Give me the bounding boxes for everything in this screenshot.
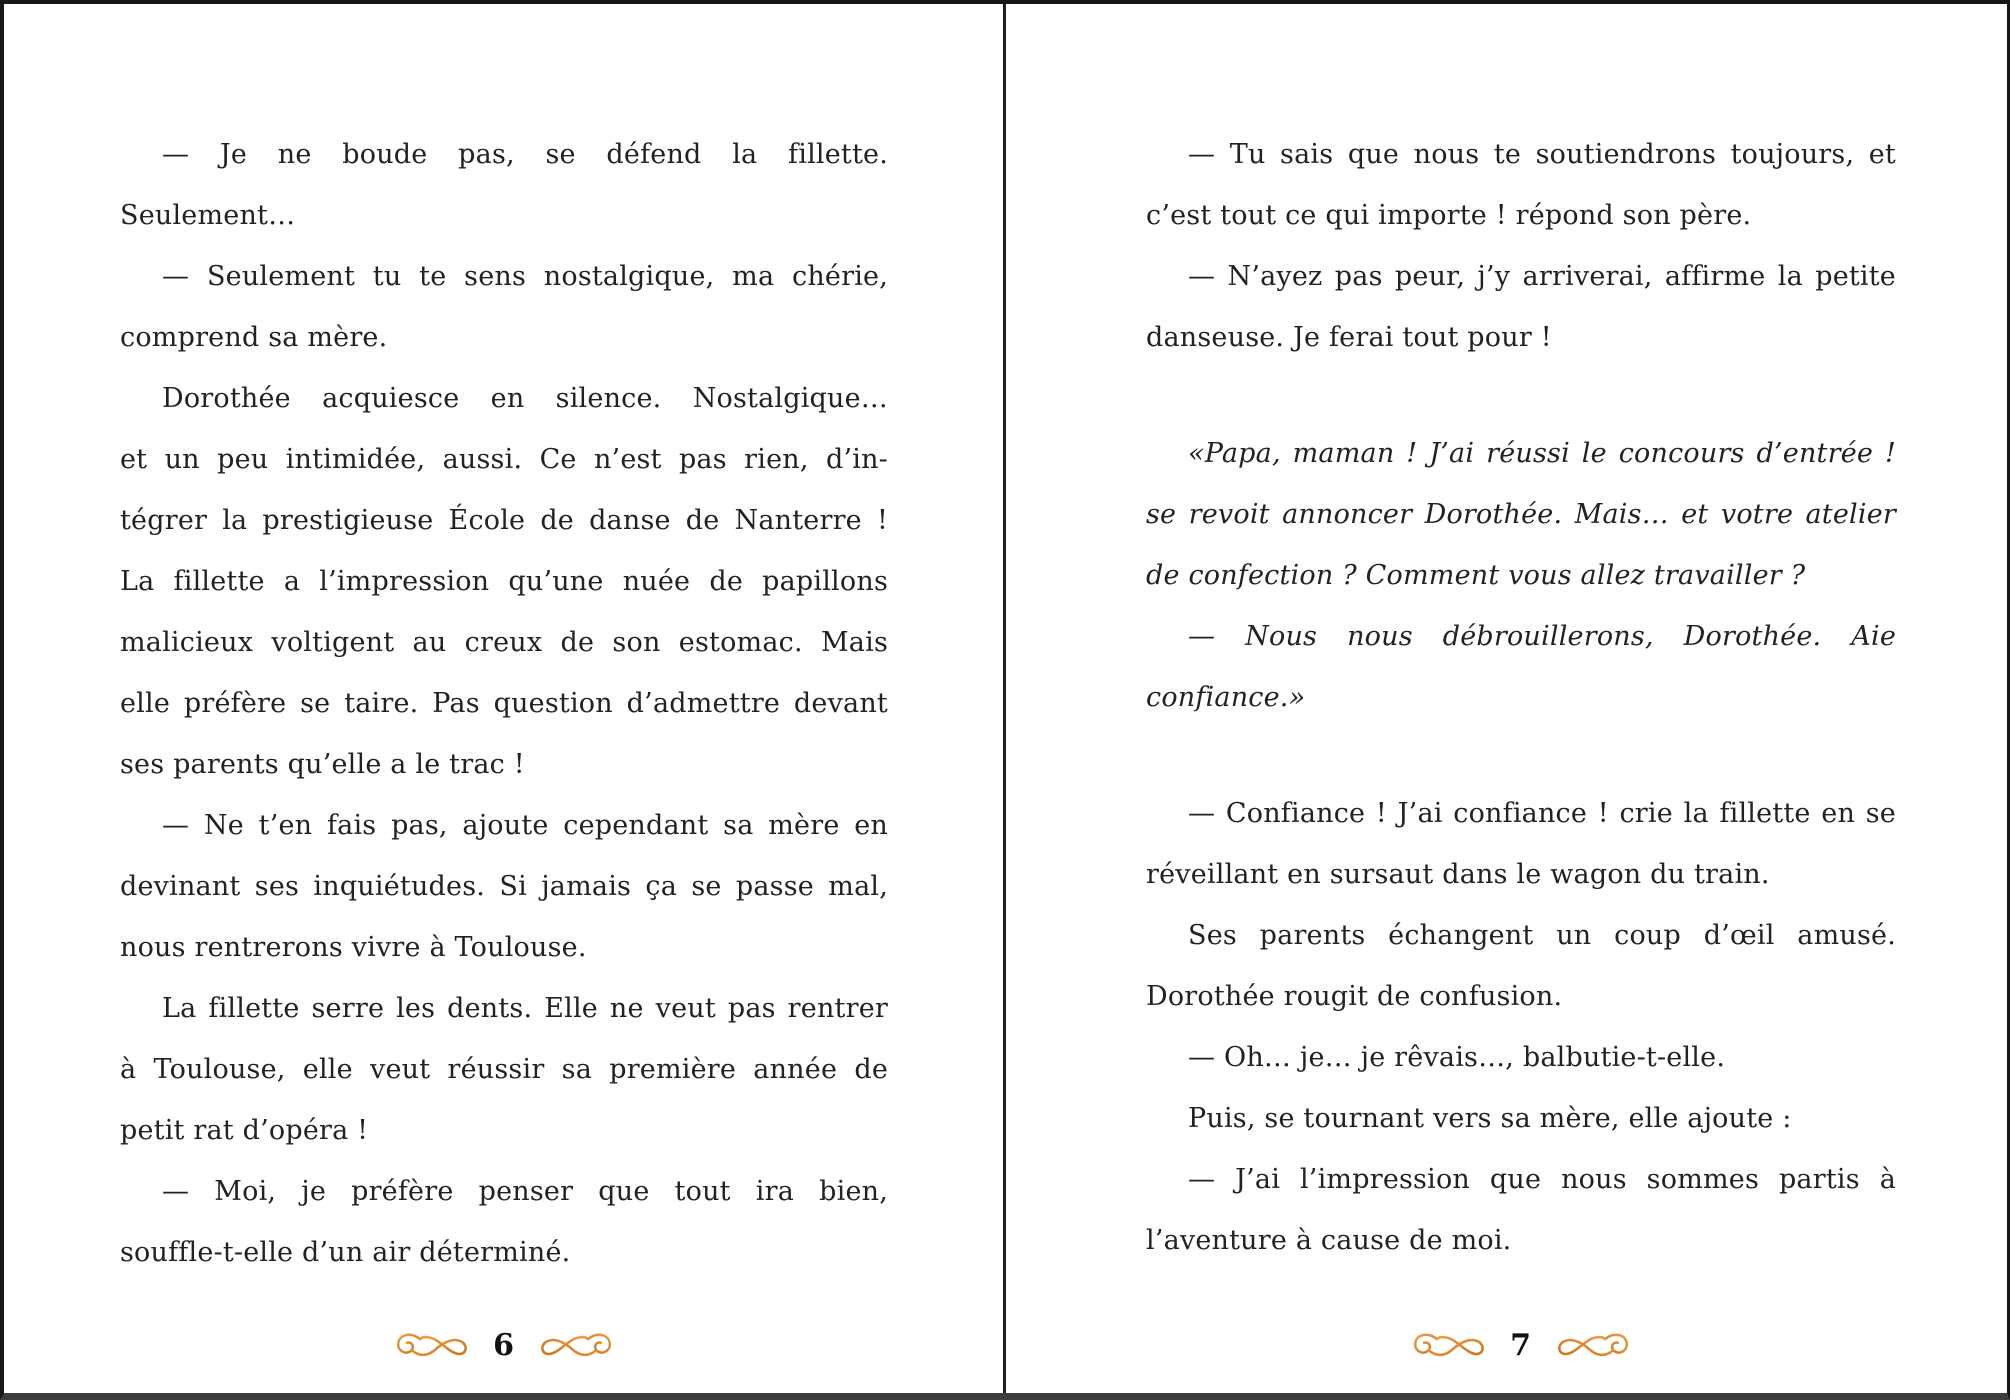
text-line: Dorothée acquiesce en silence. Nostalgique…	[162, 383, 888, 414]
text-line: — Tu sais que nous te soutiendrons toujours, et	[1188, 139, 1896, 170]
flourish-swirl-icon	[1410, 1329, 1492, 1361]
text-line: — Nous nous débrouillerons, Dorothée. Aie	[1188, 621, 1896, 652]
text-line: Ses parents échangent un coup d’œil amusé.	[1188, 920, 1896, 951]
text-line: — Ne t’en fais pas, ajoute cependant sa mère en	[162, 810, 888, 841]
text-line: confiance.»	[1146, 682, 1306, 713]
text-line: Puis, se tournant vers sa mère, elle ajoute :	[1188, 1103, 1792, 1134]
text-line: — J’ai l’impression que nous sommes partis à	[1188, 1164, 1896, 1195]
text-line: La fillette serre les dents. Elle ne veut pas rentrer	[162, 993, 888, 1024]
page-number: 7	[1510, 1327, 1532, 1363]
flourish-swirl-icon	[1550, 1329, 1632, 1361]
text-line: Dorothée rougit de confusion.	[1146, 981, 1563, 1012]
text-line: souffle-t-elle d’un air déterminé.	[120, 1237, 571, 1268]
text-line: se revoit annoncer Dorothée. Mais… et votre atelier	[1146, 499, 1896, 530]
right-page-footer	[1146, 1318, 1896, 1372]
text-line: ses parents qu’elle a le trac !	[120, 749, 525, 780]
paragraph-gap	[1146, 368, 1896, 423]
text-line: c’est tout ce qui importe ! répond son père.	[1146, 200, 1752, 231]
text-line: — Oh… je… je rêvais…, balbutie-t-elle.	[1188, 1042, 1726, 1073]
text-line: — Seulement tu te sens nostalgique, ma chérie,	[162, 261, 888, 292]
text-line: l’aventure à cause de moi.	[1146, 1225, 1512, 1256]
text-line: elle préfère se taire. Pas question d’admettre devant	[120, 688, 888, 719]
text-line: — Je ne boude pas, se défend la fillette.	[162, 139, 888, 170]
text-line: malicieux voltigent au creux de son estomac. Mais	[120, 627, 888, 658]
left-page-footer	[120, 1318, 888, 1372]
text-line: — Moi, je préfère penser que tout ira bien,	[162, 1176, 888, 1207]
text-line: tégrer la prestigieuse École de danse de Nanterre !	[120, 505, 888, 536]
text-line: de confection ? Comment vous allez travailler ?	[1146, 560, 1806, 591]
text-line: La fillette a l’impression qu’une nuée de papillons	[120, 566, 888, 597]
text-line: nous rentrerons vivre à Toulouse.	[120, 932, 587, 963]
text-line: réveillant en sursaut dans le wagon du train.	[1146, 859, 1770, 890]
flourish-swirl-icon	[393, 1329, 475, 1361]
flourish-swirl-icon	[533, 1329, 615, 1361]
left-page-text	[120, 124, 888, 1283]
text-line: «Papa, maman ! J’ai réussi le concours d’entrée !	[1188, 438, 1896, 469]
page-divider	[1003, 0, 1006, 1400]
text-line: — Confiance ! J’ai confiance ! crie la fillette en se	[1188, 798, 1896, 829]
text-line: — N’ayez pas peur, j’y arriverai, affirme la petite	[1188, 261, 1896, 292]
text-line: petit rat d’opéra !	[120, 1115, 369, 1146]
right-page-text	[1146, 124, 1896, 1271]
text-line: à Toulouse, elle veut réussir sa première année de	[120, 1054, 888, 1085]
paragraph-gap	[1146, 728, 1896, 783]
text-line: devinant ses inquiétudes. Si jamais ça se passe mal,	[120, 871, 888, 902]
text-line: danseuse. Je ferai tout pour !	[1146, 322, 1552, 353]
page-number: 6	[493, 1327, 515, 1363]
text-line: comprend sa mère.	[120, 322, 388, 353]
text-line: Seulement…	[120, 200, 296, 231]
text-line: et un peu intimidée, aussi. Ce n’est pas rien, d’in-	[120, 444, 888, 475]
